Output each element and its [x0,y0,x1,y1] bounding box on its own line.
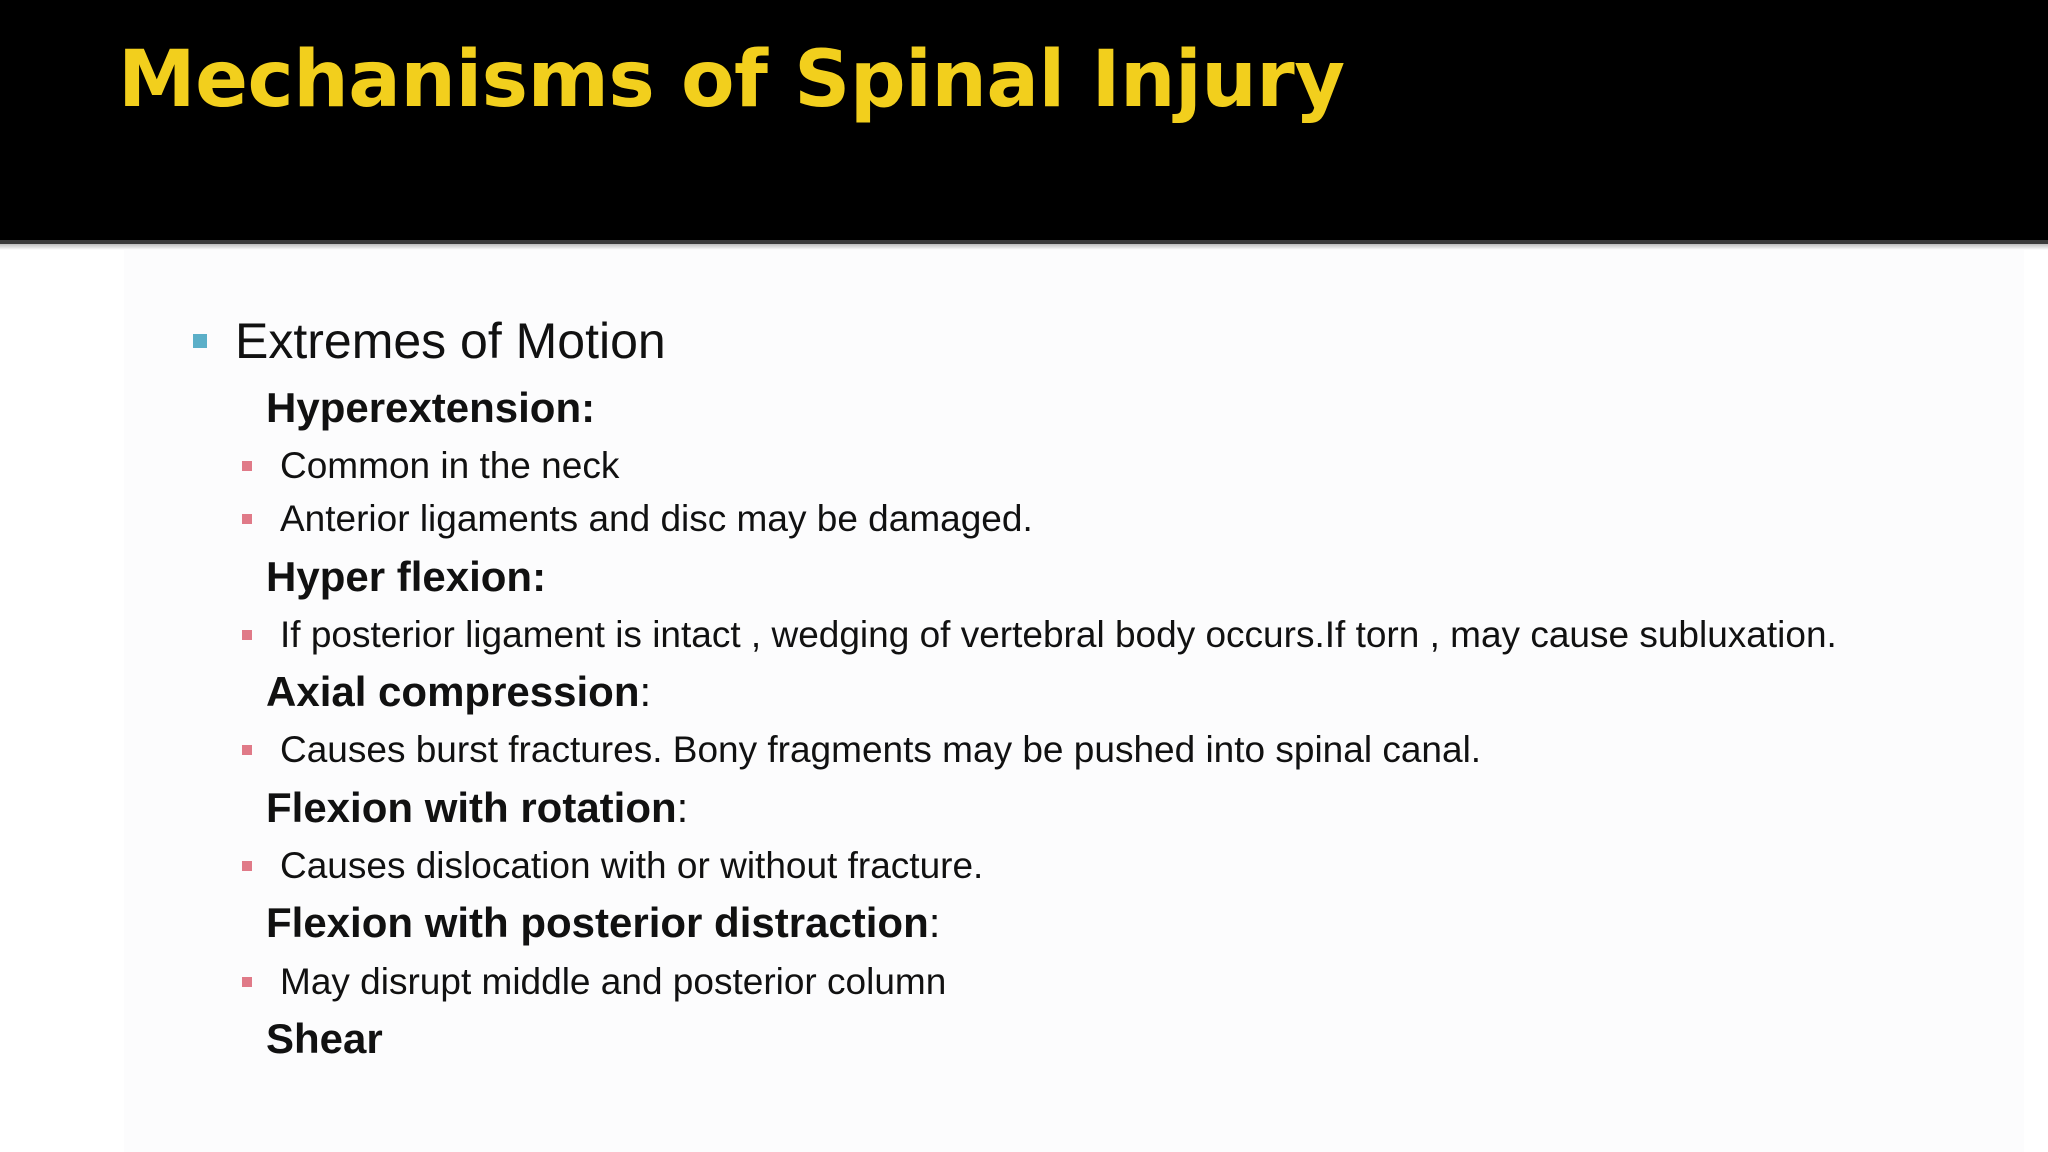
slide-body [0,250,2048,1152]
slide-title: Mechanisms of Spinal Injury [118,35,1345,125]
heading-text: Hyperextension [266,384,582,431]
square-bullet-icon [242,977,252,987]
title-bar [0,0,2048,240]
square-bullet-icon [242,861,252,871]
heading-text: Hyper flexion [266,553,533,600]
heading-text: Flexion with rotation [266,784,677,831]
section-heading-flexion-with-rotation [266,781,688,835]
list-item: Anterior ligaments and disc may be damaged. [280,498,1033,539]
list-item: If posterior ligament is intact , wedging of vertebral body occurs.If torn , may cause subluxation. [280,614,1837,655]
heading-colon: : [928,899,941,946]
heading-text: Axial compression [266,668,640,715]
square-bullet-icon [242,514,252,524]
square-bullet-icon [242,630,252,640]
top-level-bullet: Extremes of Motion [235,313,666,369]
section-heading-hyper-flexion [266,550,546,604]
heading-text: Flexion with posterior distraction [266,899,929,946]
section-heading-shear [266,1012,383,1066]
section-heading-flexion-with-posterior-distraction [266,896,940,950]
square-bullet-icon [242,745,252,755]
heading-colon: : [676,784,689,831]
heading-colon: : [581,384,596,431]
list-item: Causes burst fractures. Bony fragments may be pushed into spinal canal. [280,729,1482,770]
list-item: Common in the neck [280,445,620,486]
square-bullet-icon [242,461,252,471]
heading-colon: : [639,668,652,715]
section-heading-hyperextension [266,381,595,435]
list-item: Causes dislocation with or without fracture. [280,845,984,886]
section-heading-axial-compression [266,665,651,719]
heading-text: Shear [266,1015,383,1062]
square-bullet-icon [193,334,207,348]
list-item: May disrupt middle and posterior column [280,961,947,1002]
heading-colon: : [532,553,547,600]
